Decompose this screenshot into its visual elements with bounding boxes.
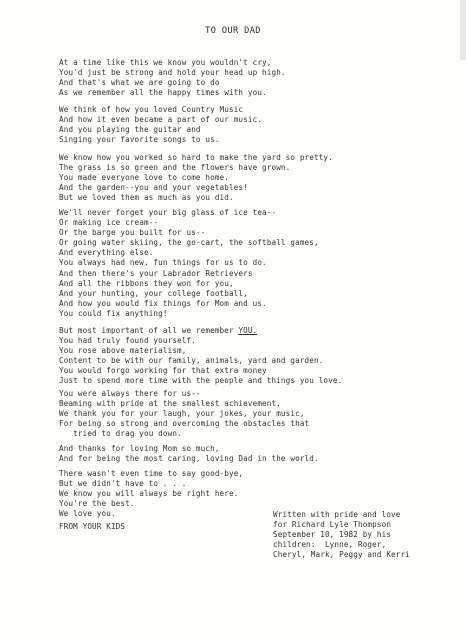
stanza-line: And you playing the guitar and bbox=[59, 125, 201, 134]
stanza-line: For being so strong and overcoming the obstacles that bbox=[59, 419, 310, 428]
stanza-line: We think of how you loved Country Music bbox=[59, 105, 244, 114]
stanza-line: Or making ice cream-- bbox=[59, 218, 159, 227]
stanza-line: And how you would fix things for Mom and us. bbox=[59, 299, 267, 308]
stanza-line: Singing your favorite songs to us. bbox=[59, 135, 220, 144]
stanza-line: You're the best. bbox=[59, 499, 135, 508]
stanza-line: We'll never forget your big glass of ice tea-- bbox=[59, 208, 277, 217]
credit-line: Cheryl, Mark, Peggy and Kerri bbox=[273, 550, 410, 559]
stanza-line: You always had new, fun things for us to do. bbox=[59, 258, 267, 267]
stanza-line: And how it even became a part of our music. bbox=[59, 115, 263, 124]
stanza-line-with-emphasis bbox=[59, 326, 342, 336]
stanza-line: And everything else. bbox=[59, 248, 154, 257]
stanza-line: You'd just be strong and hold your head up high. bbox=[59, 68, 286, 77]
stanza-5 bbox=[59, 269, 267, 319]
stanza-7 bbox=[59, 389, 309, 439]
stanza-line: And your hunting, your college football, bbox=[59, 289, 248, 298]
stanza-3 bbox=[59, 153, 333, 203]
stanza-line: Or the barge you built for us-- bbox=[59, 228, 206, 237]
stanza-line: But we loved them as much as you did. bbox=[59, 193, 234, 202]
stanza-line-lead: But most important of all we remember bbox=[59, 326, 239, 335]
stanza-line: And then there's your Labrador Retrievers bbox=[59, 269, 253, 278]
stanza-line: We love you. bbox=[59, 509, 116, 518]
stanza-line: You had truly found yourself. bbox=[59, 336, 196, 345]
stanza-6 bbox=[59, 326, 342, 386]
stanza-line: tried to drag you down. bbox=[59, 429, 182, 438]
stanza-line: We know how you worked so hard to make the yard so pretty. bbox=[59, 153, 333, 162]
credit-block bbox=[273, 510, 410, 560]
stanza-line: The grass is so green and the flowers have grown. bbox=[59, 163, 291, 172]
stanza-line: We thank you for your laugh, your jokes, your music, bbox=[59, 409, 305, 418]
stanza-line: You could fix anything! bbox=[59, 309, 168, 318]
poem-title: TO OUR DAD bbox=[205, 26, 261, 36]
stanza-line: As we remember all the happy times with you. bbox=[59, 88, 267, 97]
credit-line: Written with pride and love bbox=[273, 510, 401, 519]
emphasis-you: YOU. bbox=[238, 326, 258, 335]
stanza-1 bbox=[59, 58, 286, 98]
stanza-line: And all the ribbons they won for you, bbox=[59, 279, 234, 288]
stanza-line: Beaming with pride at the smallest achievement. bbox=[59, 399, 281, 408]
stanza-4 bbox=[59, 208, 319, 268]
stanza-line: You were always there for us-- bbox=[59, 389, 201, 398]
stanza-line: But we didn't have to . . . bbox=[59, 479, 187, 488]
stanza-line: You would forgo working for that extra money bbox=[59, 366, 267, 375]
stanza-line: You made everyone love to come home. bbox=[59, 173, 229, 182]
stanza-line: And that's what we are going to do bbox=[59, 78, 220, 87]
credit-line: for Richard Lyle Thompson bbox=[273, 520, 392, 529]
stanza-line: Or going water skiing, the go-cart, the softball games, bbox=[59, 238, 319, 247]
stanza-line: At a time like this we know you wouldn't cry, bbox=[59, 58, 272, 67]
credit-line: children: Lynne, Roger, bbox=[273, 540, 387, 549]
stanza-line: And the garden--you and your vegetables! bbox=[59, 183, 248, 192]
stanza-8 bbox=[59, 444, 319, 464]
credit-line: September 10, 1982 by his bbox=[273, 530, 392, 539]
stanza-line: Just to spend more time with the people and things you love. bbox=[59, 376, 343, 385]
stanza-line: We know you will always be right here. bbox=[59, 489, 239, 498]
stanza-line: You rose above materialism, bbox=[59, 346, 187, 355]
stanza-line: And thanks for loving Mom so much, bbox=[59, 444, 220, 453]
stanza-9 bbox=[59, 469, 243, 519]
stanza-line: And for being the most caring, loving Dad in the world. bbox=[59, 454, 319, 463]
stanza-line: There wasn't even time to say good-bye, bbox=[59, 469, 244, 478]
stanza-2 bbox=[59, 105, 262, 145]
stanza-line: Content to be with our family, animals, yard and garden. bbox=[59, 356, 324, 365]
closing-signature: FROM YOUR KIDS bbox=[59, 522, 126, 531]
